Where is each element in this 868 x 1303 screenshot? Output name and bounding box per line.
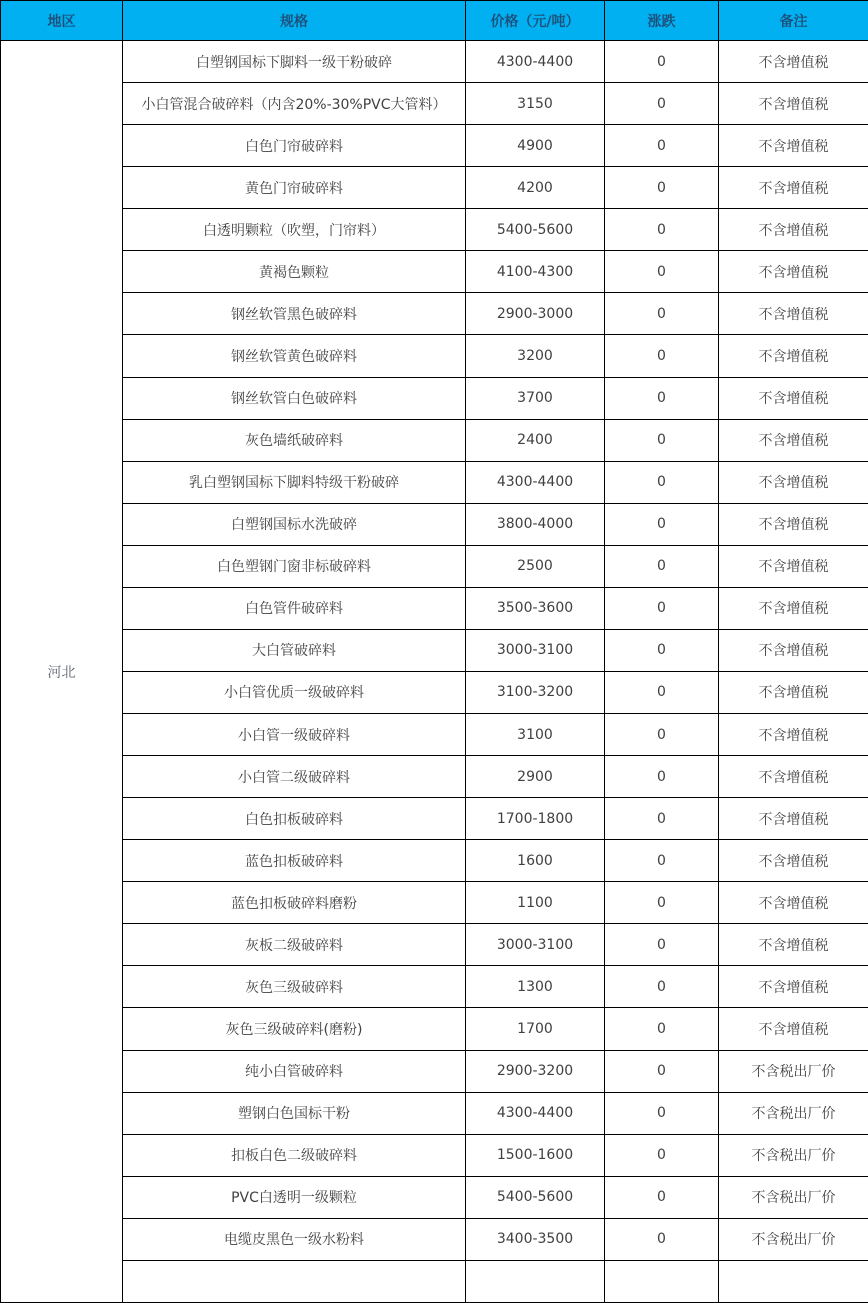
change-cell: 0	[605, 461, 719, 503]
note-cell: 不含税出厂价	[719, 1218, 868, 1260]
spec-cell: 扣板白色二级破碎料	[123, 1134, 466, 1176]
note-cell: 不含增值税	[719, 545, 868, 587]
price-cell	[466, 1260, 605, 1302]
spec-cell: 灰色三级破碎料(磨粉)	[123, 1008, 466, 1050]
column-header-price: 价格（元/吨）	[466, 1, 605, 41]
price-cell: 3100-3200	[466, 671, 605, 713]
spec-cell: 乳白塑钢国标下脚料特级干粉破碎	[123, 461, 466, 503]
change-cell: 0	[605, 1092, 719, 1134]
note-cell: 不含税出厂价	[719, 1050, 868, 1092]
table-row	[1, 335, 868, 377]
column-header-note: 备注	[719, 1, 868, 41]
spec-cell: 小白管二级破碎料	[123, 756, 466, 798]
table-row	[1, 1176, 868, 1218]
note-cell: 不含增值税	[719, 924, 868, 966]
table-row	[1, 377, 868, 419]
change-cell: 0	[605, 503, 719, 545]
spec-cell: 钢丝软管白色破碎料	[123, 377, 466, 419]
price-cell: 4200	[466, 167, 605, 209]
price-cell: 1700	[466, 1008, 605, 1050]
column-header-spec: 规格	[123, 1, 466, 41]
change-cell: 0	[605, 1176, 719, 1218]
price-cell: 1700-1800	[466, 798, 605, 840]
price-cell: 2500	[466, 545, 605, 587]
note-cell: 不含增值税	[719, 714, 868, 756]
change-cell: 0	[605, 251, 719, 293]
spec-cell: 白色扣板破碎料	[123, 798, 466, 840]
price-cell: 1300	[466, 966, 605, 1008]
spec-cell: 大白管破碎料	[123, 629, 466, 671]
change-cell: 0	[605, 167, 719, 209]
spec-cell: 灰色三级破碎料	[123, 966, 466, 1008]
change-cell: 0	[605, 840, 719, 882]
table-row	[1, 167, 868, 209]
spec-cell: 白透明颗粒（吹塑，门帘料）	[123, 209, 466, 251]
change-cell: 0	[605, 545, 719, 587]
column-header-change: 涨跌	[605, 1, 719, 41]
note-cell: 不含增值税	[719, 167, 868, 209]
note-cell: 不含增值税	[719, 756, 868, 798]
table-body	[1, 41, 868, 1303]
price-cell: 3800-4000	[466, 503, 605, 545]
price-cell: 3400-3500	[466, 1218, 605, 1260]
spec-cell: 白色塑钢门窗非标破碎料	[123, 545, 466, 587]
table-row	[1, 125, 868, 167]
table-row	[1, 419, 868, 461]
change-cell: 0	[605, 798, 719, 840]
change-cell: 0	[605, 293, 719, 335]
note-cell: 不含增值税	[719, 629, 868, 671]
table-row	[1, 41, 868, 83]
price-cell: 4300-4400	[466, 461, 605, 503]
price-cell: 3000-3100	[466, 629, 605, 671]
change-cell: 0	[605, 83, 719, 125]
table-row	[1, 209, 868, 251]
price-cell: 3100	[466, 714, 605, 756]
note-cell: 不含增值税	[719, 840, 868, 882]
change-cell: 0	[605, 756, 719, 798]
spec-cell: 黄褐色颗粒	[123, 251, 466, 293]
price-cell: 1600	[466, 840, 605, 882]
spec-cell: 钢丝软管黄色破碎料	[123, 335, 466, 377]
note-cell: 不含增值税	[719, 377, 868, 419]
region-cell: 河北	[1, 41, 123, 1303]
table-row	[1, 966, 868, 1008]
table-row	[1, 293, 868, 335]
table-row	[1, 629, 868, 671]
change-cell: 0	[605, 587, 719, 629]
change-cell: 0	[605, 41, 719, 83]
price-cell: 1500-1600	[466, 1134, 605, 1176]
note-cell: 不含增值税	[719, 882, 868, 924]
spec-cell: 蓝色扣板破碎料磨粉	[123, 882, 466, 924]
table-row	[1, 714, 868, 756]
table-row	[1, 924, 868, 966]
table-row	[1, 1218, 868, 1260]
table-row	[1, 798, 868, 840]
table-row	[1, 503, 868, 545]
spec-cell: 白塑钢国标水洗破碎	[123, 503, 466, 545]
spec-cell: 纯小白管破碎料	[123, 1050, 466, 1092]
note-cell: 不含增值税	[719, 251, 868, 293]
price-cell: 2900-3000	[466, 293, 605, 335]
note-cell: 不含税出厂价	[719, 1092, 868, 1134]
price-cell: 5400-5600	[466, 1176, 605, 1218]
table-row	[1, 1050, 868, 1092]
table-row	[1, 1134, 868, 1176]
change-cell: 0	[605, 714, 719, 756]
table-row	[1, 545, 868, 587]
price-cell: 4300-4400	[466, 1092, 605, 1134]
change-cell: 0	[605, 1134, 719, 1176]
spec-cell: PVC白透明一级颗粒	[123, 1176, 466, 1218]
change-cell: 0	[605, 882, 719, 924]
spec-cell: 白色管件破碎料	[123, 587, 466, 629]
note-cell: 不含增值税	[719, 419, 868, 461]
spec-cell: 小白管一级破碎料	[123, 714, 466, 756]
note-cell: 不含增值税	[719, 41, 868, 83]
change-cell: 0	[605, 335, 719, 377]
change-cell: 0	[605, 1008, 719, 1050]
note-cell: 不含增值税	[719, 125, 868, 167]
change-cell: 0	[605, 966, 719, 1008]
price-cell: 3150	[466, 83, 605, 125]
price-cell: 2900	[466, 756, 605, 798]
spec-cell	[123, 1260, 466, 1302]
spec-cell: 灰色墙纸破碎料	[123, 419, 466, 461]
price-cell: 4100-4300	[466, 251, 605, 293]
price-cell: 2400	[466, 419, 605, 461]
change-cell	[605, 1260, 719, 1302]
table-row	[1, 587, 868, 629]
price-cell: 3700	[466, 377, 605, 419]
table-row	[1, 671, 868, 713]
spec-cell: 白色门帘破碎料	[123, 125, 466, 167]
price-cell: 3200	[466, 335, 605, 377]
note-cell: 不含税出厂价	[719, 1134, 868, 1176]
note-cell: 不含增值税	[719, 966, 868, 1008]
table-row	[1, 83, 868, 125]
table-row	[1, 840, 868, 882]
table-row	[1, 756, 868, 798]
note-cell: 不含增值税	[719, 587, 868, 629]
price-cell: 5400-5600	[466, 209, 605, 251]
table-row	[1, 1092, 868, 1134]
table-row	[1, 1260, 868, 1302]
price-cell: 3500-3600	[466, 587, 605, 629]
spec-cell: 塑钢白色国标干粉	[123, 1092, 466, 1134]
change-cell: 0	[605, 1050, 719, 1092]
note-cell: 不含增值税	[719, 671, 868, 713]
price-cell: 3000-3100	[466, 924, 605, 966]
table-row	[1, 1008, 868, 1050]
note-cell: 不含增值税	[719, 503, 868, 545]
spec-cell: 白塑钢国标下脚料一级干粉破碎	[123, 41, 466, 83]
spec-cell: 钢丝软管黑色破碎料	[123, 293, 466, 335]
change-cell: 0	[605, 377, 719, 419]
table-row	[1, 882, 868, 924]
change-cell: 0	[605, 924, 719, 966]
table-row	[1, 461, 868, 503]
change-cell: 0	[605, 209, 719, 251]
table-row	[1, 251, 868, 293]
spec-cell: 黄色门帘破碎料	[123, 167, 466, 209]
note-cell: 不含增值税	[719, 798, 868, 840]
change-cell: 0	[605, 629, 719, 671]
note-cell: 不含增值税	[719, 209, 868, 251]
change-cell: 0	[605, 671, 719, 713]
price-cell: 4300-4400	[466, 41, 605, 83]
note-cell: 不含增值税	[719, 293, 868, 335]
spec-cell: 小白管优质一级破碎料	[123, 671, 466, 713]
price-cell: 1100	[466, 882, 605, 924]
note-cell: 不含税出厂价	[719, 1176, 868, 1218]
price-cell: 2900-3200	[466, 1050, 605, 1092]
note-cell: 不含增值税	[719, 1008, 868, 1050]
note-cell: 不含增值税	[719, 335, 868, 377]
change-cell: 0	[605, 125, 719, 167]
price-cell: 4900	[466, 125, 605, 167]
change-cell: 0	[605, 419, 719, 461]
spec-cell: 蓝色扣板破碎料	[123, 840, 466, 882]
column-header-region: 地区	[1, 1, 123, 41]
spec-cell: 电缆皮黑色一级水粉料	[123, 1218, 466, 1260]
note-cell: 不含增值税	[719, 461, 868, 503]
spec-cell: 灰板二级破碎料	[123, 924, 466, 966]
change-cell: 0	[605, 1218, 719, 1260]
table-header-row	[1, 1, 868, 41]
note-cell: 不含增值税	[719, 83, 868, 125]
spec-cell: 小白管混合破碎料（内含20%-30%PVC大管料）	[123, 83, 466, 125]
note-cell	[719, 1260, 868, 1302]
